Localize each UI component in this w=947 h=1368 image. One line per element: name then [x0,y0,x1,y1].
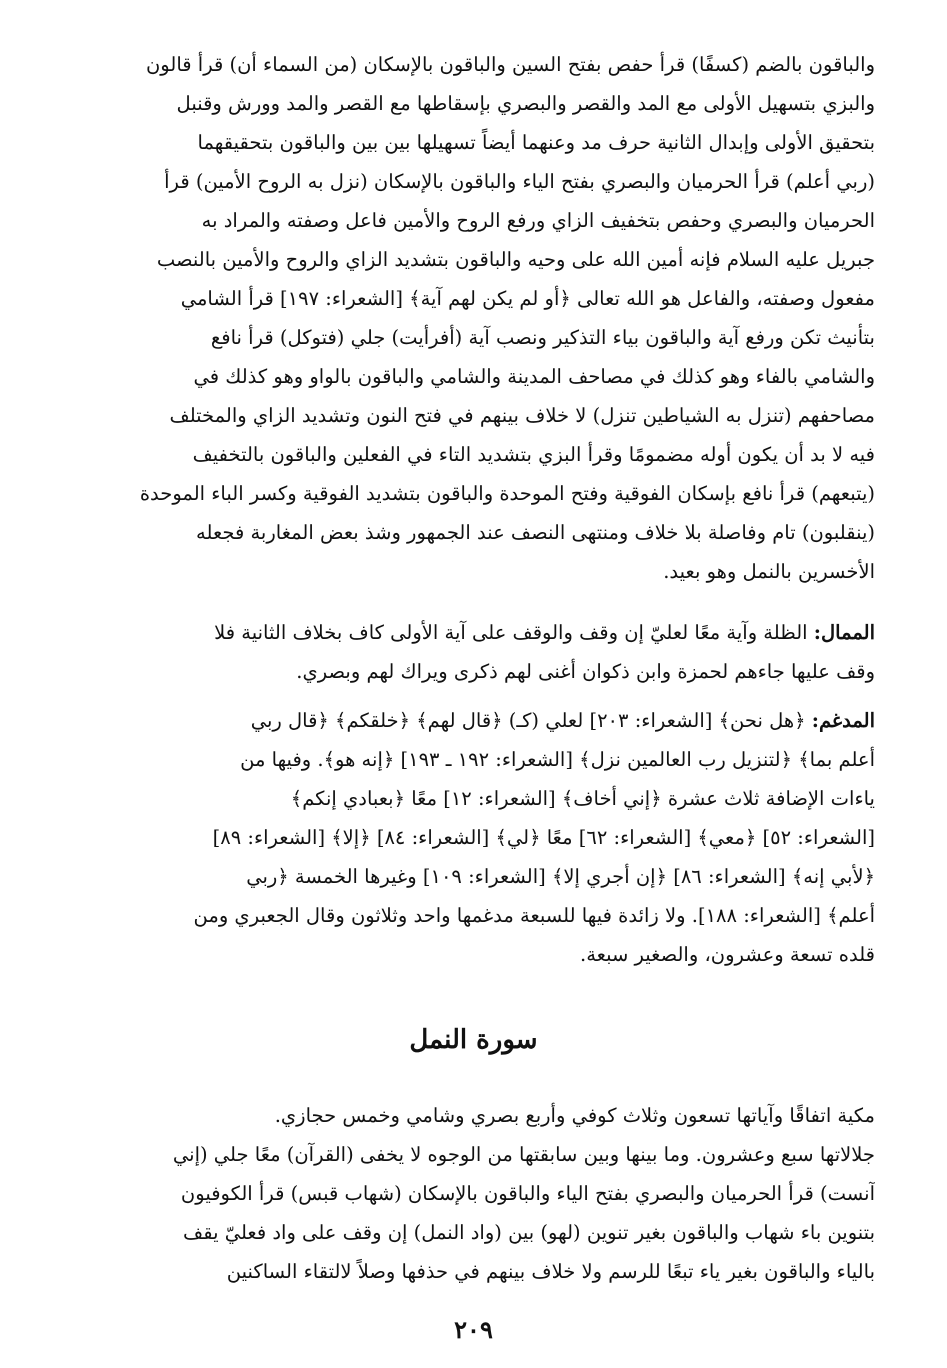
text-line: بتحقيق الأولى وإبدال الثانية حرف مد وعنهما أيضاً تسهيلها بين بين والباقون بتحقيقهما [197,131,875,154]
page-number: ٢٠٩ [454,1315,493,1344]
text-line [78,701,875,740]
text-line: أعلم﴾ [الشعراء: ١٨٨]. ولا زائدة فيها للسبعة مدغمها واحد وثلاثون وقال الجعبري ومن [193,904,875,927]
paragraph-mudgham [78,701,875,974]
text-line: بالياء والباقون بغير ياء تبعًا للرسم ولا خلاف بينهم في حذفها وصلاً لالتقاء الساكنين [226,1260,875,1283]
text-line: بتأنيث تكن ورفع آية والباقون بياء التذكير ونصب آية (أفرأيت) جلي (فتوكل) قرأ نافع [210,326,875,349]
text-line: والبزي بتسهيل الأولى مع المد والقصر والبصري بإسقاطها مع القصر والمد وورش وقنبل [176,92,875,115]
text-line: بتنوين باء شهاب والباقون بغير تنوين (لهو) بين (واد النمل) إن وقف على واد فعليّ يقف [183,1221,875,1244]
text-run: ﴿هل نحن﴾ [الشعراء: ٢٠٣] لعلي (كـ) ﴿قال لهم﴾ ﴿خلقكم﴾ ﴿قال ربي [250,709,812,732]
text-line: الأخسرين بالنمل وهو بعيد. [663,560,875,583]
paragraph-recitations [78,45,875,591]
section-label: الممال: [813,621,875,644]
text-line: مكية اتفاقًا وآياتها تسعون وثلاث كوفي وأربع بصري وشامي وخمس حجازي. [274,1104,875,1127]
text-line: ياءات الإضافة ثلاث عشرة ﴿إني أخاف﴾ [الشعراء: ١٢] معًا ﴿بعبادي إنكم﴾ [290,787,875,810]
text-line: جبريل عليه السلام فإنه أمين الله على وحيه والباقون بتشديد الزاي والروح والأمين بالنصب [156,248,875,271]
paragraph-mumal [78,613,875,691]
text-line: [الشعراء: ٥٢] ﴿معي﴾ [الشعراء: ٦٢] معًا ﴿لي﴾ [الشعراء: ٨٤] ﴿إلا﴾ [الشعراء: ٨٩] [212,826,875,849]
text-line: قلده تسعة وعشرون، والصغير سبعة. [580,943,875,966]
section-label: المدغم: [811,709,875,732]
text-line: (ربي أعلم) قرأ الحرميان والبصري بفتح الياء والباقون بالإسكان (نزل به الروح الأمين) قرأ [164,170,875,193]
text-line: والباقون بالضم (كسفًا) قرأ حفص بفتح السين والباقون بالإسكان (من السماء أن) قرأ قالون [145,53,875,76]
text-line: (يتبعهم) قرأ نافع بإسكان الفوقية وفتح الموحدة والباقون بتشديد الفوقية وكسر الباء الموحدة [139,482,875,505]
text-line [78,613,875,652]
text-line: وقف عليها جاءهم لحمزة وابن ذكوان أغنى لهم ذكرى ويراك لهم وبصري. [296,660,875,683]
text-line: ﴿لأبي إنه﴾ [الشعراء: ٨٦] ﴿إن أجري إلا﴾ [الشعراء: ١٠٩] وغيرها الخمسة ﴿ربي [246,865,875,888]
text-line: فيه لا بد أن يكون أوله مضمومًا وقرأ البزي بتشديد التاء في الفعلين والباقون بالتخفيف [192,443,875,466]
text-line: مفعول وصفته، والفاعل هو الله تعالى ﴿أو لم يكن لهم آية﴾ [الشعراء: ١٩٧] قرأ الشامي [180,287,875,310]
text-line: الحرميان والبصري وحفص بتخفيف الزاي ورفع الروح والأمين فاعل وصفته والمراد به [201,209,875,232]
text-line: والشامي بالفاء وهو كذلك في مصاحف المدينة والشامي والباقون بالواو وهو كذلك في [193,365,875,388]
text-line: جلالاتها سبع وعشرون. وما بينها وبين سابقتها من الوجوه لا يخفى (القرآن) معًا جلي (إني [172,1143,875,1166]
text-line: مصاحفهم (تنزل به الشياطين تنزل) لا خلاف بينهم في فتح النون وتشديد الزاي والمختلف [169,404,875,427]
text-line: (ينقلبون) تام وفاصلة بلا خلاف ومنتهى النصف عند الجمهور وشذ بعض المغاربة فجعله [196,521,875,544]
text-line: أعلم بما﴾ ﴿لتنزيل رب العالمين نزل﴾ [الشعراء: ١٩٢ ـ ١٩٣] ﴿إنه هو﴾. وفيها من [240,748,875,771]
paragraph-surah-intro [78,1096,875,1291]
text-line: آنست) قرأ الحرميان والبصري بفتح الياء والباقون بالإسكان (شهاب قبس) قرأ الكوفيون [180,1182,875,1205]
text-run: الظلة وآية معًا لعليّ إن وقف والوقف على آية الأولى كاف بخلاف الثانية فلا [214,621,814,644]
surah-title: سورة النمل [409,1025,538,1055]
